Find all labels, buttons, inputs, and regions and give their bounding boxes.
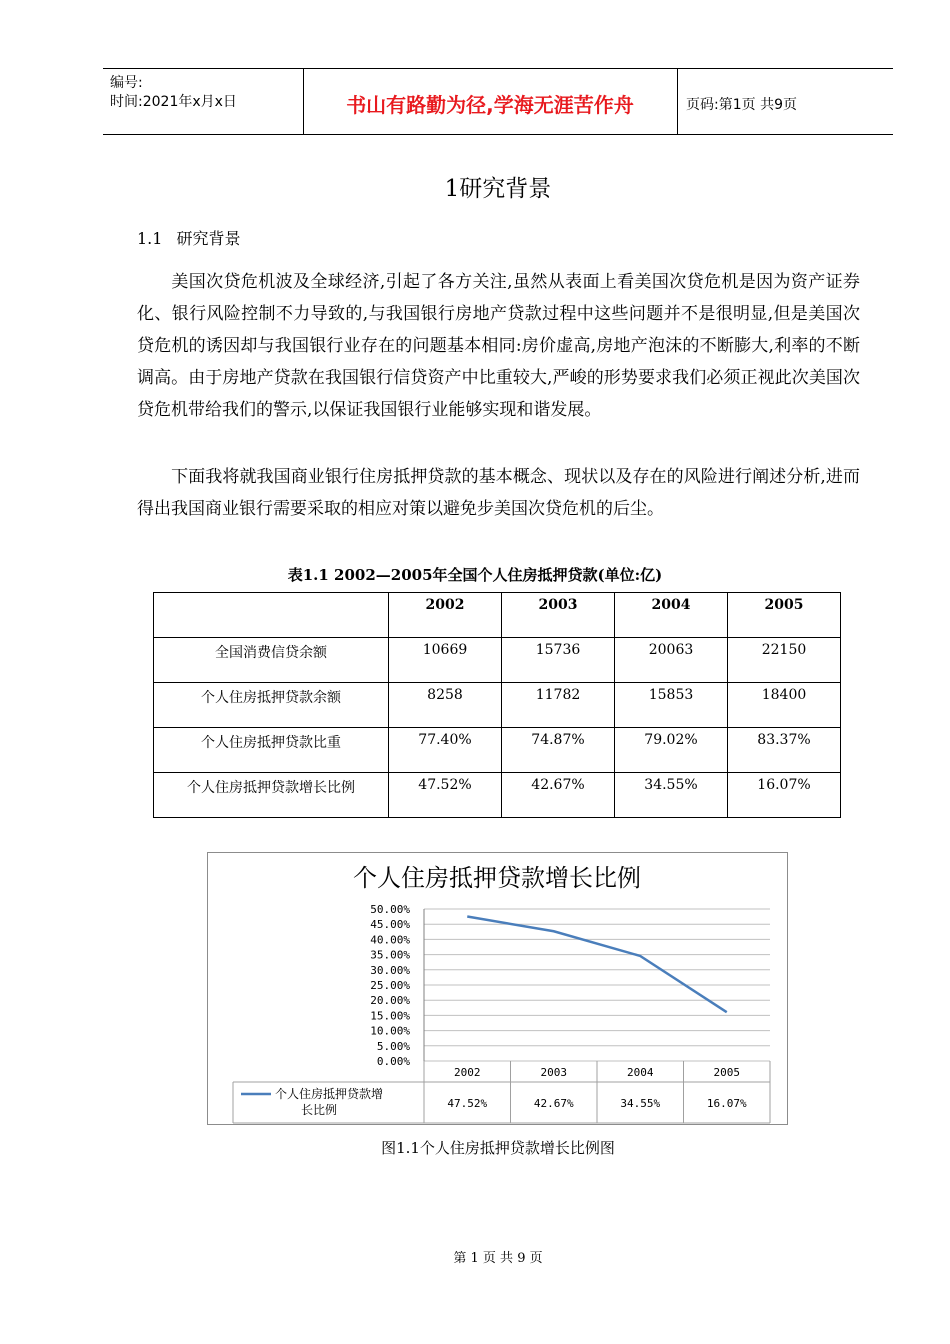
header-top-rule	[103, 68, 893, 69]
header-bottom-rule	[103, 134, 893, 135]
page-footer: 第 1 页 共 9 页	[453, 1251, 543, 1266]
table-cell: 全国消费信贷余额	[154, 638, 389, 683]
header-time-label: 时间:2021年x月x日	[110, 94, 237, 110]
table-cell: 15736	[502, 638, 615, 683]
table-row	[154, 728, 841, 773]
y-tick-label: 0.00%	[376, 1055, 410, 1068]
table-header-cell: 2004	[615, 593, 728, 638]
y-tick-label: 15.00%	[370, 1009, 410, 1023]
x-category-label: 2002	[454, 1066, 481, 1079]
x-category-label: 2003	[540, 1066, 567, 1079]
paragraph	[137, 461, 860, 525]
table-cell: 10669	[389, 638, 502, 683]
header-divider-right	[677, 68, 678, 135]
section-number: 1.1	[137, 229, 163, 248]
table-cell: 42.67%	[502, 773, 615, 818]
table-header-cell: 2005	[728, 593, 841, 638]
section-heading	[137, 226, 240, 249]
table-cell: 47.52%	[389, 773, 502, 818]
data-label: 47.52%	[447, 1097, 488, 1110]
table-header-row	[154, 593, 841, 638]
table-row	[154, 773, 841, 818]
table-cell: 83.37%	[728, 728, 841, 773]
x-category-label: 2005	[713, 1066, 740, 1079]
chart-title: 个人住房抵押贷款增长比例	[353, 864, 641, 892]
table-cell: 74.87%	[502, 728, 615, 773]
y-tick-label: 40.00%	[370, 933, 410, 947]
table-cell: 16.07%	[728, 773, 841, 818]
legend-label: 个人住房抵押贷款增	[275, 1087, 384, 1101]
legend-label: 长比例	[300, 1103, 338, 1117]
line-chart	[207, 852, 788, 1125]
header-motto: 书山有路勤为径,学海无涯苦作舟	[346, 93, 634, 117]
table-header-cell: 2002	[389, 593, 502, 638]
table-cell: 20063	[615, 638, 728, 683]
table-cell: 15853	[615, 683, 728, 728]
table-row	[154, 638, 841, 683]
figure-caption: 图1.1个人住房抵押贷款增长比例图	[381, 1139, 615, 1157]
table-cell: 8258	[389, 683, 502, 728]
table-cell: 个人住房抵押贷款比重	[154, 728, 389, 773]
data-label: 34.55%	[620, 1097, 661, 1110]
series-line	[467, 917, 727, 1013]
table-cell: 77.40%	[389, 728, 502, 773]
table-cell: 22150	[728, 638, 841, 683]
table-cell: 18400	[728, 683, 841, 728]
x-category-label: 2004	[627, 1066, 654, 1079]
y-tick-label: 35.00%	[370, 948, 410, 962]
section-title: 研究背景	[176, 229, 241, 248]
table-caption: 表1.1 2002—2005年全国个人住房抵押贷款(单位:亿)	[287, 566, 663, 584]
table-cell: 34.55%	[615, 773, 728, 818]
y-tick-label: 25.00%	[370, 979, 410, 992]
data-label: 42.67%	[533, 1097, 574, 1110]
data-label: 16.07%	[706, 1097, 747, 1110]
y-tick-label: 20.00%	[370, 994, 410, 1008]
table-cell: 个人住房抵押贷款余额	[154, 683, 389, 728]
table-row	[154, 683, 841, 728]
header-number-label: 编号:	[110, 75, 143, 91]
paragraph	[137, 266, 860, 426]
y-tick-label: 10.00%	[370, 1024, 410, 1038]
y-tick-label: 5.00%	[376, 1039, 410, 1053]
table-cell: 79.02%	[615, 728, 728, 773]
table-header-cell: 2003	[502, 593, 615, 638]
table-cell: 个人住房抵押贷款增长比例	[154, 773, 389, 818]
table-cell: 11782	[502, 683, 615, 728]
y-tick-label: 50.00%	[370, 903, 410, 916]
chapter-title: 1研究背景	[444, 176, 552, 202]
y-tick-label: 30.00%	[370, 963, 410, 977]
paragraph-text: 美国次贷危机波及全球经济,引起了各方关注,虽然从表面上看美国次贷危机是因为资产证券化、银行风险控制不力导致的,与我国银行房地产贷款过程中这些问题并不是很明显,但是美国次贷危机的诱因却与我国银行业存在的问题基本相同:房价虚高,房地产泡沫的不断膨大,利率的不断调高。由于房地产贷款在我国银行信贷资产中比重较大,严峻的形势要求我们必须正视此次美国次贷危机带给我们的警示,以保证我国银行业能够实现和谐发展。	[137, 272, 860, 420]
header-page-label: 页码:第1页 共9页	[686, 97, 797, 113]
y-tick-label: 45.00%	[370, 918, 410, 932]
loan-table	[153, 592, 841, 818]
paragraph-text: 下面我将就我国商业银行住房抵押贷款的基本概念、现状以及存在的风险进行阐述分析,进而得出我国商业银行需要采取的相应对策以避免步美国次贷危机的后尘。	[137, 467, 860, 519]
table-header-cell	[154, 593, 389, 638]
